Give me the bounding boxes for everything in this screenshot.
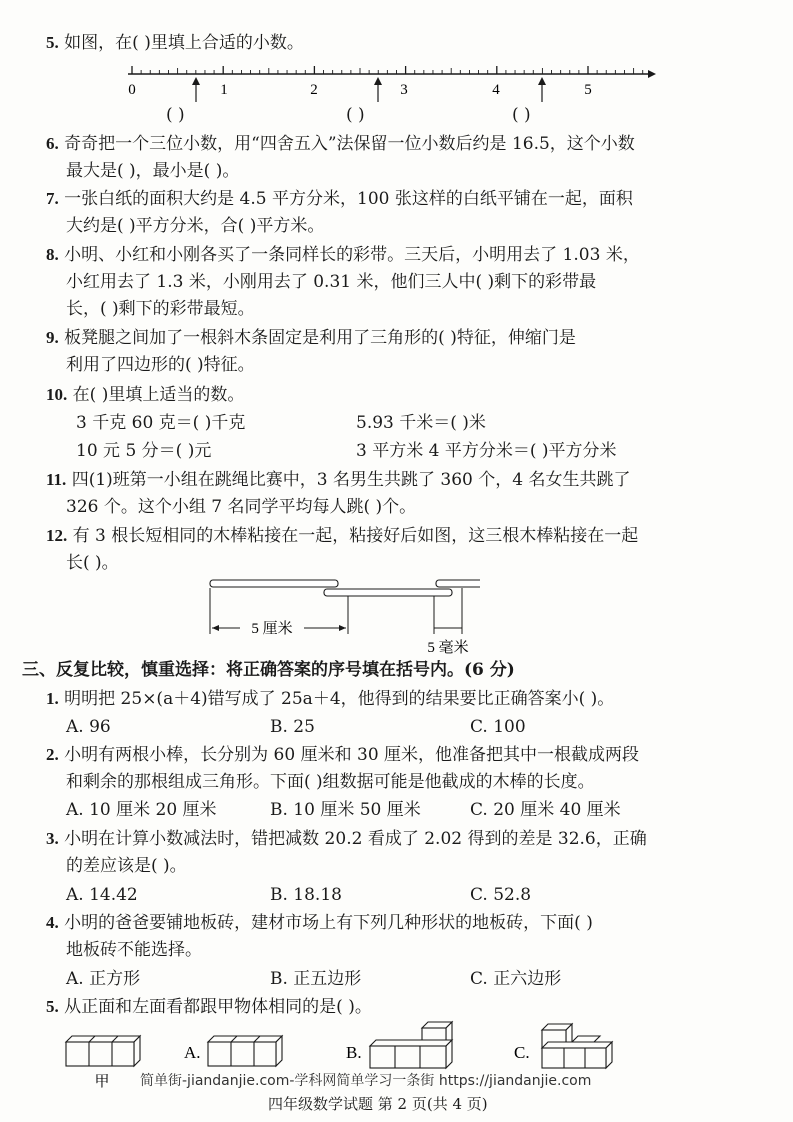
q5-blank-3[interactable]: ( ) bbox=[512, 105, 531, 125]
arrow-marker-1 bbox=[192, 77, 200, 102]
q6-line-1 bbox=[46, 133, 635, 155]
q10-item-b: 5.93 千米＝( )米 bbox=[356, 413, 486, 433]
watermark: 简单街-jiandanjie.com-学科网简单学习一条街 https://jiandanjie.com bbox=[140, 1073, 592, 1089]
c4-text-2: 地板砖不能选择。 bbox=[66, 940, 202, 960]
c3-text-2: 的差应该是( )。 bbox=[66, 856, 187, 876]
q5-number: 5. bbox=[46, 33, 59, 52]
figure-a bbox=[208, 1036, 282, 1066]
q6-text-2: 最大是( )，最小是( )。 bbox=[66, 161, 240, 181]
c2-option-c[interactable]: C. 20 厘米 40 厘米 bbox=[470, 800, 621, 820]
tick-label-5: 5 bbox=[584, 82, 592, 98]
stick-2 bbox=[324, 589, 452, 596]
q10-item-c: 10 元 5 分＝( )元 bbox=[76, 441, 212, 461]
q11-line-1 bbox=[46, 469, 631, 491]
q11-number: 11. bbox=[46, 470, 67, 489]
q5-blank-2[interactable]: ( ) bbox=[346, 105, 365, 125]
c4-text-1: 小明的爸爸要铺地板砖，建材市场上有下列几种形状的地板砖，下面( ) bbox=[64, 913, 593, 933]
q10-text-1: 在( )里填上适当的数。 bbox=[72, 385, 245, 405]
tick-label-2: 2 bbox=[310, 82, 318, 98]
c1-line-1 bbox=[46, 688, 614, 710]
q9-text-1: 板凳腿之间加了一根斜木条固定是利用了三角形的( )特征，伸缩门是 bbox=[64, 328, 576, 348]
c5-text-1: 从正面和左面看都跟甲物体相同的是( )。 bbox=[64, 997, 372, 1017]
c3-option-b[interactable]: B. 18.18 bbox=[270, 885, 342, 905]
q8-text-1: 小明、小红和小刚各买了一条同样长的彩带。三天后，小明用去了 1.03 米， bbox=[64, 245, 640, 265]
q5-blank-1[interactable]: ( ) bbox=[166, 105, 185, 125]
q7-text-2: 大约是( )平方分米，合( )平方米。 bbox=[66, 216, 325, 236]
arrow-marker-3 bbox=[538, 77, 546, 102]
figure-jia bbox=[66, 1036, 140, 1066]
sticks-diagram bbox=[200, 574, 480, 656]
q8-number: 8. bbox=[46, 245, 59, 264]
c4-option-b[interactable]: B. 正五边形 bbox=[270, 969, 362, 989]
c1-option-c[interactable]: C. 100 bbox=[470, 717, 526, 737]
q6-number: 6. bbox=[46, 134, 59, 153]
c4-option-c[interactable]: C. 正六边形 bbox=[470, 969, 562, 989]
c5-number: 5. bbox=[46, 997, 59, 1016]
q12-text-1: 有 3 根长短相同的木棒粘接在一起，粘接好后如图，这三根木棒粘接在一起 bbox=[72, 526, 639, 546]
stick-1 bbox=[210, 580, 338, 587]
c2-line-1 bbox=[46, 744, 639, 766]
c3-line-1 bbox=[46, 828, 647, 850]
c3-option-a[interactable]: A. 14.42 bbox=[66, 885, 138, 905]
q11-text-1: 四(1)班第一小组在跳绳比赛中，3 名男生共跳了 360 个，4 名女生共跳了 bbox=[71, 470, 631, 490]
q7-number: 7. bbox=[46, 189, 59, 208]
q11-text-2: 326 个。这个小组 7 名同学平均每人跳( )个。 bbox=[66, 497, 417, 517]
c1-option-b[interactable]: B. 25 bbox=[270, 717, 315, 737]
number-line bbox=[120, 58, 660, 128]
q8-text-3: 长，( )剩下的彩带最短。 bbox=[66, 299, 255, 319]
q12-line-1 bbox=[46, 525, 638, 547]
figure-a-label: A. bbox=[184, 1043, 201, 1062]
label-5mm: 5 毫米 bbox=[427, 640, 469, 656]
q6-text-1: 奇奇把一个三位小数，用“四舍五入”法保留一位小数后约是 16.5，这个小数 bbox=[64, 134, 635, 154]
q7-line-1 bbox=[46, 188, 633, 210]
c3-number: 3. bbox=[46, 829, 59, 848]
c4-option-a[interactable]: A. 正方形 bbox=[66, 969, 141, 989]
tick-label-1: 1 bbox=[220, 82, 228, 98]
c2-text-2: 和剩余的那根组成三角形。下面( )组数据可能是他截成的木棒的长度。 bbox=[66, 772, 595, 792]
c1-option-a[interactable]: A. 96 bbox=[66, 717, 111, 737]
q5-text: 如图，在( )里填上合适的小数。 bbox=[64, 33, 304, 53]
c1-number: 1. bbox=[46, 689, 59, 708]
figure-jia-label: 甲 bbox=[94, 1074, 110, 1090]
tick-label-4: 4 bbox=[492, 82, 500, 98]
section-3-title: 三、反复比较，慎重选择：将正确答案的序号填在括号内。(6 分) bbox=[22, 660, 515, 680]
figure-b bbox=[370, 1022, 452, 1068]
figure-c-label: C. bbox=[514, 1043, 530, 1062]
q10-item-a: 3 千克 60 克＝( )千克 bbox=[76, 413, 246, 433]
c4-line-1 bbox=[46, 912, 593, 934]
q12-number: 12. bbox=[46, 526, 68, 545]
c4-number: 4. bbox=[46, 913, 59, 932]
stick-3 bbox=[436, 580, 480, 587]
q9-number: 9. bbox=[46, 328, 59, 347]
c2-number: 2. bbox=[46, 745, 59, 764]
c5-line-1 bbox=[46, 996, 372, 1018]
tick-label-3: 3 bbox=[400, 82, 408, 98]
q12-text-2: 长( )。 bbox=[66, 553, 119, 573]
figure-b-label: B. bbox=[346, 1043, 362, 1062]
q9-line-1 bbox=[46, 327, 576, 349]
c2-option-b[interactable]: B. 10 厘米 50 厘米 bbox=[270, 800, 421, 820]
q5-line bbox=[46, 32, 304, 54]
q10-line-1 bbox=[46, 384, 244, 406]
c1-text-1: 明明把 25×(a＋4)错写成了 25a＋4，他得到的结果要比正确答案小( )。 bbox=[64, 689, 615, 709]
figure-c bbox=[542, 1024, 612, 1068]
q10-item-d: 3 平方米 4 平方分米＝( )平方分米 bbox=[356, 441, 617, 461]
tick-label-0: 0 bbox=[128, 82, 136, 98]
c3-text-1: 小明在计算小数减法时，错把减数 20.2 看成了 2.02 得到的差是 32.6，正确 bbox=[64, 829, 647, 849]
c2-text-1: 小明有两根小棒，长分别为 60 厘米和 30 厘米，他准备把其中一根截成两段 bbox=[64, 745, 640, 765]
arrow-marker-2 bbox=[374, 77, 382, 102]
c2-option-a[interactable]: A. 10 厘米 20 厘米 bbox=[66, 800, 217, 820]
q10-number: 10. bbox=[46, 385, 68, 404]
q9-text-2: 利用了四边形的( )特征。 bbox=[66, 355, 255, 375]
label-5cm: 5 厘米 bbox=[251, 621, 293, 637]
page-footer: 四年级数学试题 第 2 页(共 4 页) bbox=[268, 1095, 488, 1113]
q7-text-1: 一张白纸的面积大约是 4.5 平方分米，100 张这样的白纸平铺在一起，面积 bbox=[64, 189, 633, 209]
q8-line-1 bbox=[46, 244, 640, 266]
c3-option-c[interactable]: C. 52.8 bbox=[470, 885, 532, 905]
q8-text-2: 小红用去了 1.3 米，小刚用去了 0.31 米，他们三人中( )剩下的彩带最 bbox=[66, 272, 597, 292]
